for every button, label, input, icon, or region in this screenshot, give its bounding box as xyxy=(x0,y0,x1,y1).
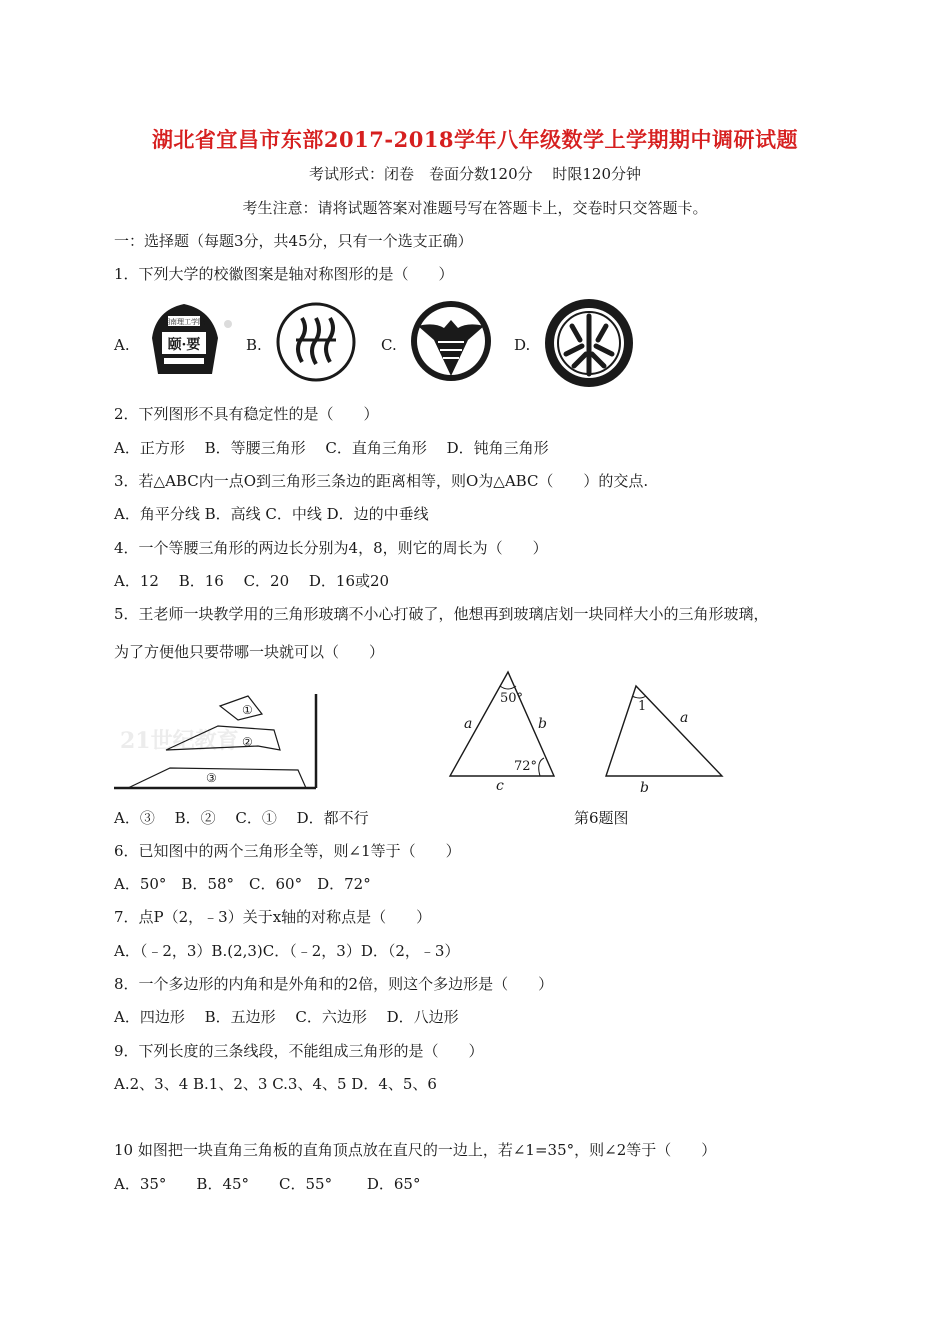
triangle-figure-1 xyxy=(440,664,570,794)
figure-6-caption: 第6题图 xyxy=(574,809,629,827)
question-7-options: A．（﹣2，3）B.(2,3)C．（﹣2，3）D．（2，﹣3） xyxy=(114,942,460,960)
tri2-side-a: a xyxy=(680,710,689,726)
question-5-options: A．③ B．② C．① D．都不行 xyxy=(114,809,369,827)
tri2-angle-1: 1 xyxy=(638,699,647,714)
q1-option-a-label: A. xyxy=(114,336,130,354)
question-8-options: A．四边形 B．五边形 C．六边形 D．八边形 xyxy=(114,1008,459,1026)
question-2-stem: 2．下列图形不具有稳定性的是（ ） xyxy=(114,405,379,423)
glass-label-2: ② xyxy=(242,735,253,749)
question-10-stem: 10 如图把一块直角三角板的直角顶点放在直尺的一边上，若∠1=35°，则∠2等于（ ） xyxy=(114,1141,717,1159)
emblem-a-icon xyxy=(138,294,234,380)
q1-option-c-label: C. xyxy=(381,336,397,354)
glass-piece-3 xyxy=(128,768,306,788)
question-6-stem: 6．已知图中的两个三角形全等，则∠1等于（ ） xyxy=(114,842,461,860)
question-2-options: A．正方形 B．等腰三角形 C．直角三角形 D．钝角三角形 xyxy=(114,439,549,457)
question-3-stem: 3．若△ABC内一点O到三角形三条边的距离相等，则O为△ABC（ ）的交点. xyxy=(114,472,649,490)
tri1-side-b: b xyxy=(538,716,547,732)
question-5-stem-line2: 为了方便他只要带哪一块就可以（ ） xyxy=(114,643,385,661)
tri1-side-c: c xyxy=(496,778,504,794)
question-1-stem: 1．下列大学的校徽图案是轴对称图形的是（ ） xyxy=(114,265,454,283)
q1-option-b-label: B. xyxy=(246,336,262,354)
tri1-side-a: a xyxy=(464,716,473,732)
question-7-stem: 7．点P（2，﹣3）关于x轴的对称点是（ ） xyxy=(114,908,432,926)
exam-info: 考试形式：闭卷 卷面分数120分 时限120分钟 xyxy=(308,165,642,183)
emblem-d-icon xyxy=(542,296,636,390)
question-4-options: A．12 B．16 C．20 D．16或20 xyxy=(114,572,390,590)
question-6-options: A．50° B．58° C．60° D．72° xyxy=(114,875,371,893)
watermark-text: 21世纪教育 xyxy=(120,728,239,754)
tri1-top-angle: 50° xyxy=(500,691,524,706)
question-10-options: A．35° B．45° C．55° D．65° xyxy=(114,1175,421,1193)
question-3-options: A．角平分线 B．高线 C．中线 D．边的中垂线 xyxy=(114,505,429,523)
emblem-c-icon xyxy=(408,298,494,384)
triangle-figure-2 xyxy=(600,678,730,794)
question-8-stem: 8．一个多边形的内角和是外角和的2倍，则这个多边形是（ ） xyxy=(114,975,554,993)
q1-option-d-label: D. xyxy=(514,336,531,354)
question-9-stem: 9．下列长度的三条线段，不能组成三角形的是（ ） xyxy=(114,1042,484,1060)
glass-label-1: ① xyxy=(242,703,253,717)
tri2-side-b: b xyxy=(640,780,649,794)
page-title: 湖北省宜昌市东部2017-2018学年八年级数学上学期期中调研试题 xyxy=(151,127,799,152)
exam-notice: 考生注意：请将试题答案对准题号写在答题卡上，交卷时只交答题卡。 xyxy=(242,199,708,217)
tri1-bottom-angle: 72° xyxy=(514,759,538,774)
question-4-stem: 4．一个等腰三角形的两边长分别为4，8，则它的周长为（ ） xyxy=(114,539,548,557)
glass-label-3: ③ xyxy=(206,771,217,785)
emblem-a-text-top: 湖南理工学院 xyxy=(163,318,205,326)
question-5-stem-line1: 5．王老师一块教学用的三角形玻璃不小心打破了，他想再到玻璃店划一块同样大小的三角形玻璃， xyxy=(114,605,769,623)
emblem-b-icon xyxy=(274,300,358,384)
question-9-options: A.2、3、4 B.1、2、3 C.3、4、5 D．4、5、6 xyxy=(114,1075,437,1093)
section-heading: 一：选择题（每题3分，共45分，只有一个选支正确） xyxy=(114,232,473,250)
broken-glass-figure xyxy=(110,688,326,794)
glass-piece-1 xyxy=(220,696,262,720)
emblem-a-text-main: 颐·要 xyxy=(167,337,201,353)
